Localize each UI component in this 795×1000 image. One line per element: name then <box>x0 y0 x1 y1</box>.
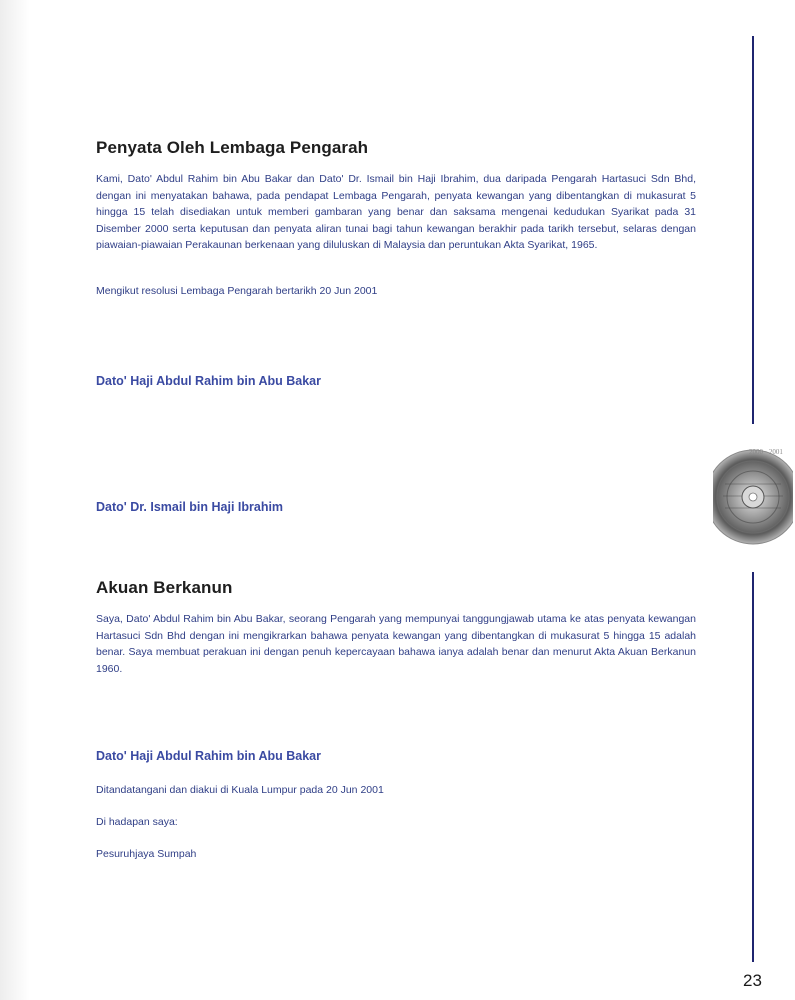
margin-rule-top <box>752 36 754 424</box>
statement-paragraph: Kami, Dato' Abdul Rahim bin Abu Bakar dan Dato' Dr. Ismail bin Haji Ibrahim, dua daripada Pengarah Hartasuci Sdn Bhd, dengan ini menyatakan bahawa, pada pendapat Lembaga Pengarah, penyata kewangan yang dibentangkan di mukasurat 5 hingga 15 telah disediakan untuk memberi gambaran yang benar dan saksama mengenai kedudukan Syarikat pada 31 Disember 2000 serta keputusan dan penyata aliran tunai bagi tahun kewangan berakhir pada tarikh tersebut, selaras dengan piawaian-piawaian Perakaunan berkenaan yang diluluskan di Malaysia dan peruntukan Akta Syarikat, 1965. <box>96 173 696 251</box>
margin-rule-bottom <box>752 572 754 962</box>
statement-heading: Penyata Oleh Lembaga Pengarah <box>96 138 369 157</box>
declaration-heading: Akuan Berkanun <box>96 578 233 597</box>
signatory-ismail: Dato' Dr. Ismail bin Haji Ibrahim <box>96 500 284 514</box>
page-number: 23 <box>743 971 762 990</box>
resolution-text: Mengikut resolusi Lembaga Pengarah bertarikh 20 Jun 2001 <box>96 285 378 297</box>
declaration-signatory: Dato' Haji Abdul Rahim bin Abu Bakar <box>96 749 321 763</box>
cd-disc-graphic <box>713 444 793 550</box>
declaration-paragraph: Saya, Dato' Abdul Rahim bin Abu Bakar, seorang Pengarah yang mempunyai tanggungjawab utama ke atas penyata kewangan Hartasuci Sdn Bhd dengan ini mengikrarkan bahawa penyata kewangan yang dibentangkan di mukasurat 5 hingga 15 adalah benar. Saya membuat perakuan ini dengan penuh kepercayaan bahawa ianya adalah benar dan menurut Akta Akuan Berkanun 1960. <box>96 613 696 675</box>
before-me-text: Di hadapan saya: <box>96 816 178 828</box>
commissioner-text: Pesuruhjaya Sumpah <box>96 848 197 860</box>
disc-years-label: 2000 · 2001 <box>749 448 783 456</box>
signatory-rahim: Dato' Haji Abdul Rahim bin Abu Bakar <box>96 374 321 388</box>
signed-line: Ditandatangani dan diakui di Kuala Lumpur pada 20 Jun 2001 <box>96 784 384 796</box>
page-fold-shadow <box>0 0 30 1000</box>
